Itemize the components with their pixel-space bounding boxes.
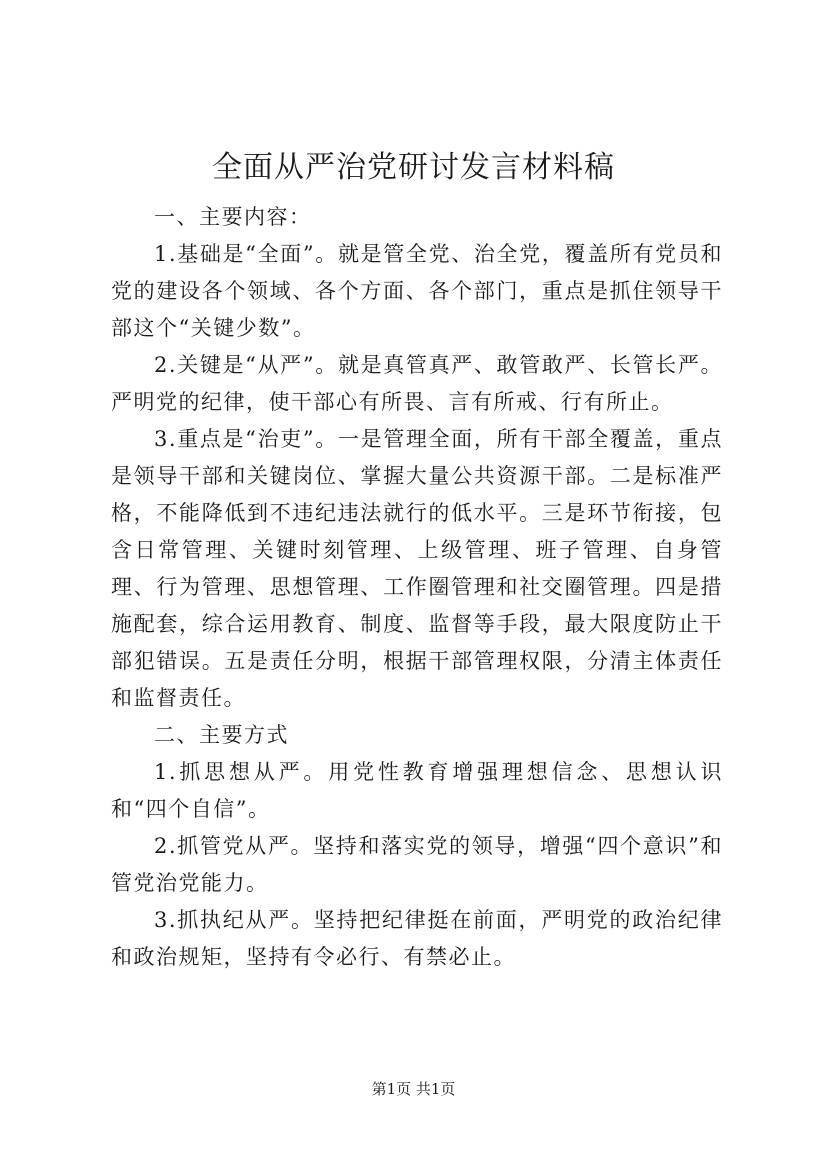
paragraph-thought: 1.抓思想从严。用党性教育增强理想信念、思想认识和“四个自信”。 — [111, 760, 723, 821]
paragraph-focus: 3.重点是“治吏”。一是管理全面，所有干部全覆盖，重点是领导干部和关键岗位、掌握大量公共资源干部。二是标准严格，不能降低到不违纪违法就行的低水平。三是环节衔接，包含日常管理、关键时刻管理、上级管理、班子管理、自身管理、行为管理、思想管理、工作圈管理和社交圈管理。四是措施配套，综合运用教育、制度、监督等手段，最大限度防止干部犯错误。五是责任分明，根据干部管理权限，分清主体责任和监督责任。 — [111, 427, 723, 710]
paragraph-basis: 1.基础是“全面”。就是管全党、治全党，覆盖所有党员和党的建设各个领域、各个方面、各个部门，重点是抓住领导干部这个“关键少数”。 — [111, 242, 723, 340]
paragraph-party-management: 2.抓管党从严。坚持和落实党的领导，增强“四个意识”和管党治党能力。 — [111, 834, 723, 895]
document-body — [111, 199, 723, 976]
section-heading-main-content: 一、主要内容： — [154, 205, 312, 229]
paragraph-discipline: 3.抓执纪从严。坚持把纪律挺在前面，严明党的政治纪律和政治规矩，坚持有令必行、有禁必止。 — [111, 908, 723, 969]
page-footer: 第1页 共1页 — [371, 1080, 456, 1098]
paragraph-key: 2.关键是“从严”。就是真管真严、敢管敢严、长管长严。严明党的纪律，使干部心有所畏、言有所戒、行有所止。 — [111, 353, 723, 414]
document-title: 全面从严治党研讨发言材料稿 — [212, 150, 615, 185]
section-heading-main-methods: 二、主要方式 — [154, 723, 289, 747]
